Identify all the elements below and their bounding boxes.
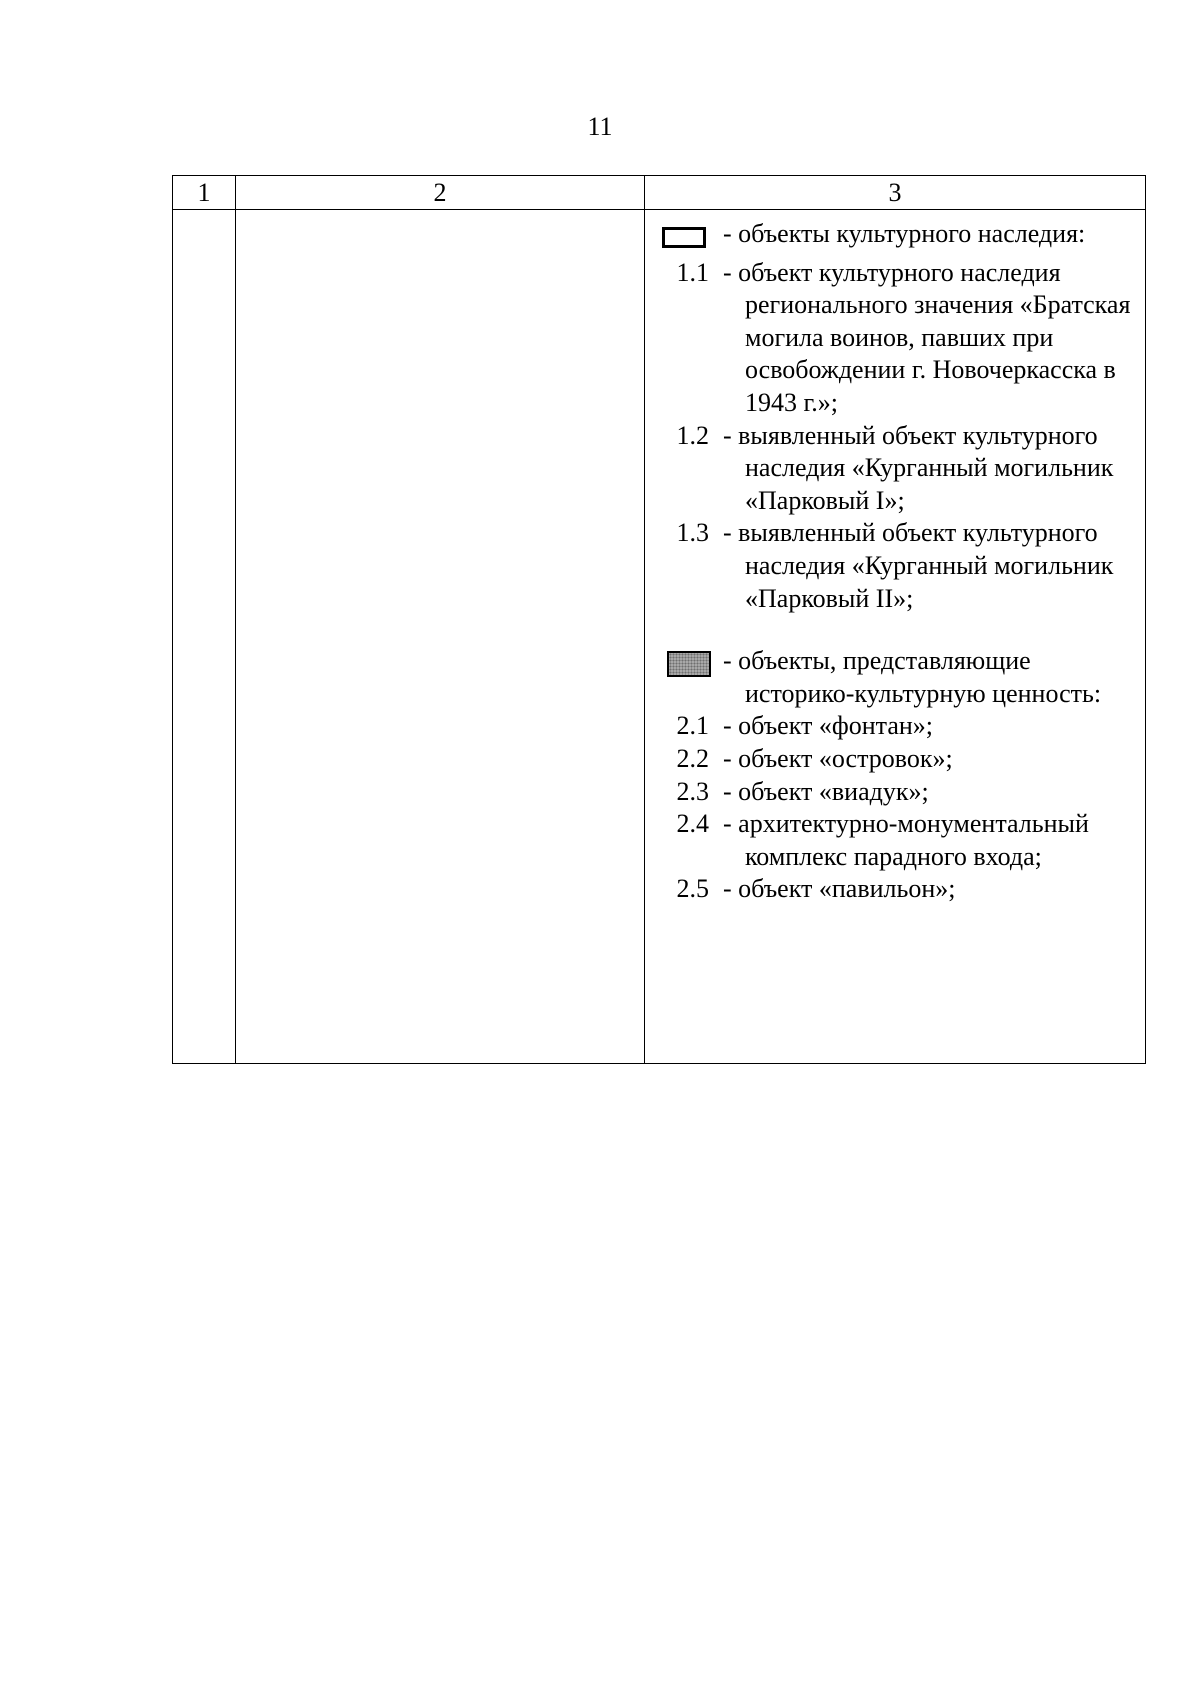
- body-cell-1: [173, 210, 236, 1064]
- page-number: 11: [587, 112, 613, 141]
- table-body-row: [173, 210, 1146, 1064]
- legend-item: 2.1 - объект «фонтан»;: [676, 711, 933, 741]
- legend-item: 2.3 - объект «виадук»;: [676, 776, 929, 806]
- outline-rectangle-icon: [662, 227, 706, 248]
- legend-item: 1.3 - выявленный объект культурного наследия «Курганный могильник «Парковый II»;: [676, 518, 1114, 613]
- legend-group-title: - объекты, представляющие историко-культурную ценность:: [645, 645, 1145, 710]
- body-cell-2: [236, 210, 645, 1064]
- legend-item: 1.2 - выявленный объект культурного наследия «Курганный могильник «Парковый I»;: [676, 420, 1114, 515]
- header-cell-2: 2: [236, 176, 645, 210]
- legend-group-title: - объекты культурного наследия:: [645, 218, 1145, 257]
- header-cell-1: 1: [173, 176, 236, 210]
- legend-item: 2.5 - объект «павильон»;: [676, 874, 956, 904]
- legend: [645, 210, 1145, 906]
- body-cell-3: [645, 210, 1146, 1064]
- header-cell-3: 3: [645, 176, 1146, 210]
- legend-table: [172, 175, 1146, 1064]
- table-header-row: [173, 176, 1146, 210]
- legend-item: 2.4 - архитектурно-монументальный комплекс парадного входа;: [676, 809, 1089, 871]
- legend-item: 2.2 - объект «островок»;: [676, 743, 953, 773]
- gray-filled-rectangle-icon: [667, 651, 711, 677]
- legend-item: 1.1 - объект культурного наследия регионального значения «Братская могила воинов, павших при освобождении г. Новочеркасска в 1943 г.»;: [676, 257, 1131, 417]
